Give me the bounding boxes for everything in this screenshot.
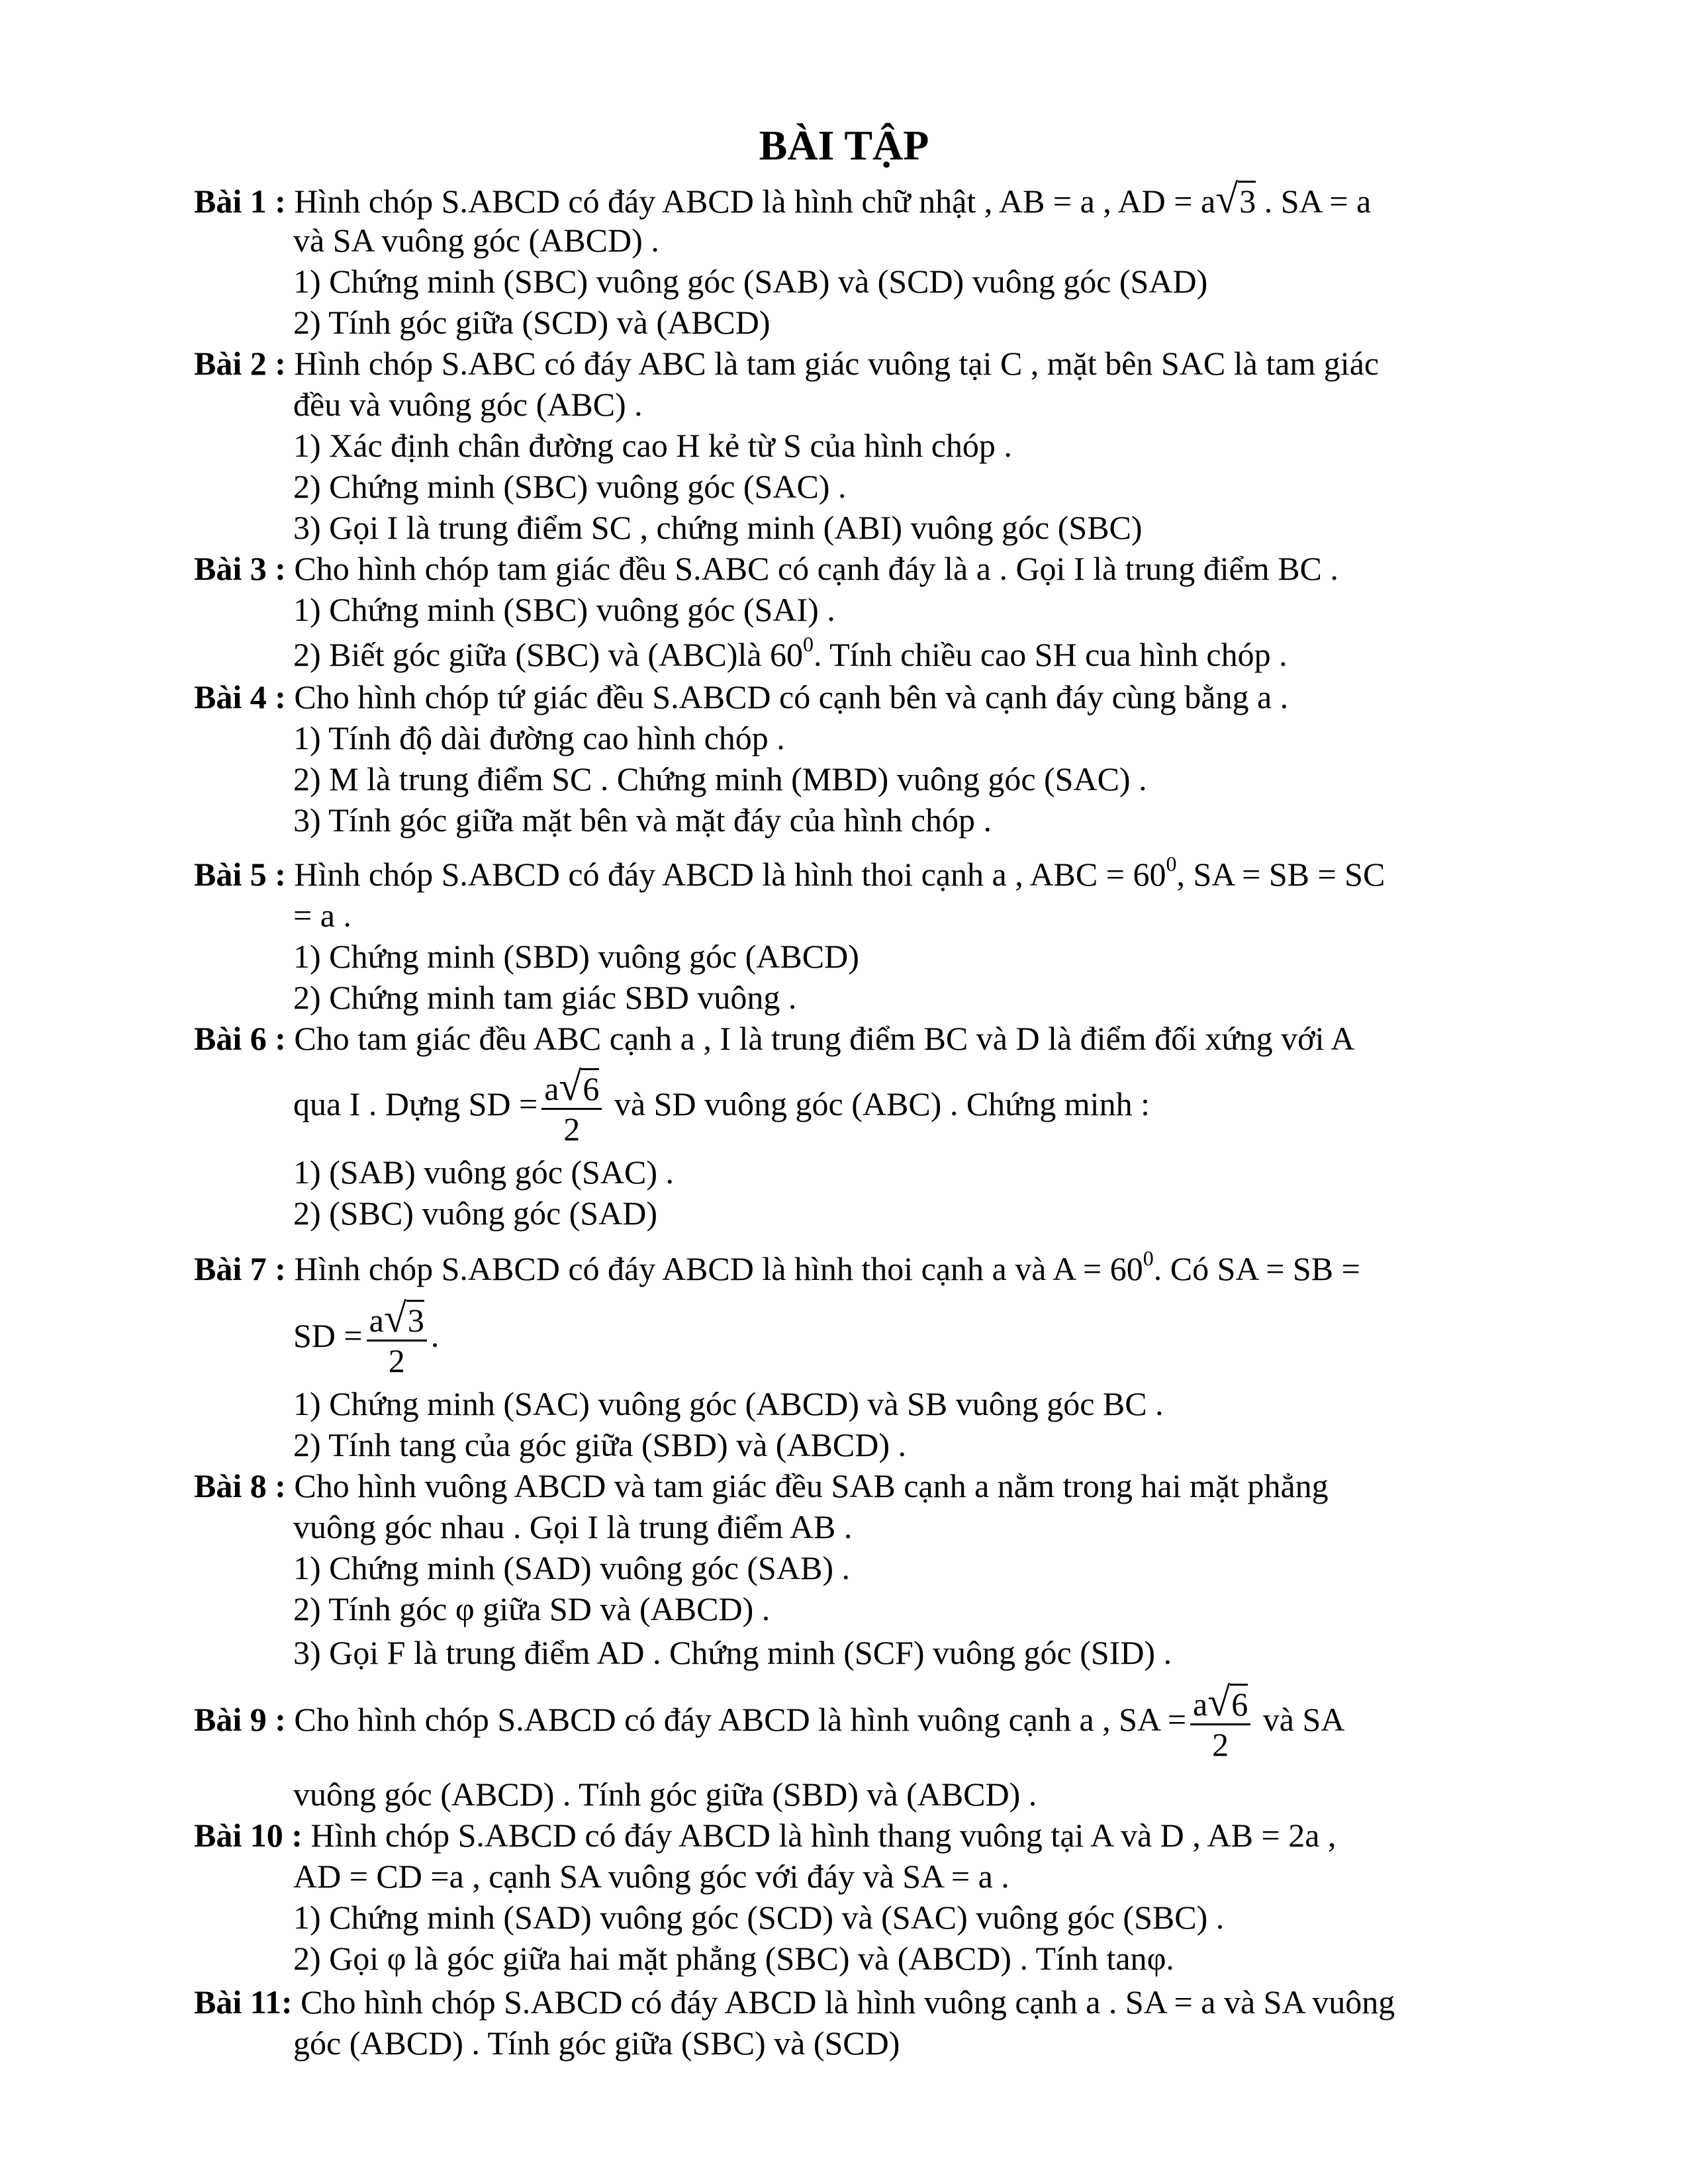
math-abc-60: ABC = $60^0$ [1029, 852, 1177, 893]
math-phi: φ [455, 1590, 475, 1627]
math-phi: φ [1147, 1940, 1166, 1977]
exercise-6-label: Bài 6 : [194, 1020, 286, 1057]
exercise-9-line-1: Bài 9 : Cho hình chóp S.ABCD có đáy ABCD là hình vuông cạnh a , SA = $\frac{a√6}{2}$ và SA [194, 1679, 1345, 1763]
exercise-1-label: Bài 1 : [194, 183, 286, 220]
exercise-8-label: Bài 8 : [194, 1467, 286, 1504]
exercise-8-line-1 [194, 1465, 1329, 1506]
exercise-1-line-1 [194, 179, 1371, 222]
exercise-2-question-3: 3) Gọi I là trung điểm SC , chứng minh (ABI) vuông góc (SBC) [293, 509, 1143, 546]
exercise-6-question-2: 2) (SBC) vuông góc (SAD) [293, 1195, 657, 1232]
exercise-10-question-1: 1) Chứng minh (SAD) vuông góc (SCD) và (SAC) vuông góc (SBC) . [293, 1899, 1225, 1936]
exercise-2-text: Hình chóp S.ABC có đáy ABC là tam giác vuông tại C , mặt bên SAC là tam giác [294, 345, 1380, 382]
exercise-3-text: Cho hình chóp tam giác đều S.ABC có cạnh đáy là a . Gọi I là trung điểm BC . [294, 550, 1338, 587]
exercise-7-text: Hình chóp S.ABCD có đáy ABCD là hình thoi cạnh a và [294, 1250, 1047, 1287]
exercise-10-text: Hình chóp S.ABCD có đáy ABCD là hình thang vuông tại A và D , AB = 2a , [310, 1817, 1336, 1854]
exercise-1-question-2: 2) Tính góc giữa (SCD) và (ABCD) [293, 304, 771, 341]
exercise-3-question-2: 2) Biết góc giữa (SBC) và (ABC)là $60^0$. Tính chiều cao SH cua hình chóp . [293, 632, 1288, 673]
math-fraction-a-sqrt3-over-2: $\frac{a√3}{2}$ [367, 1299, 427, 1380]
exercise-6-text: Cho tam giác đều ABC cạnh a , I là trung điểm BC và D là điểm đối xứng với A [294, 1020, 1355, 1057]
exercise-5-text: Hình chóp S.ABCD có đáy ABCD là hình thoi cạnh a , [294, 856, 1023, 893]
page-title: BÀI TẬP [759, 122, 929, 169]
exercise-4-question-2: 2) M là trung điểm SC . Chứng minh (MBD) vuông góc (SAC) . [293, 760, 1147, 797]
exercise-4-text: Cho hình chóp tứ giác đều S.ABCD có cạnh bên và cạnh đáy cùng bằng a . [294, 678, 1289, 715]
exercise-3-question-1: 1) Chứng minh (SBC) vuông góc (SAI) . [293, 591, 835, 628]
exercise-11-label: Bài 11: [194, 1983, 293, 2021]
exercise-1-text-end: . SA = a [1264, 183, 1372, 220]
exercise-7-line-2: SD = $\frac{a√3}{2}$ . [293, 1295, 440, 1379]
exercise-8-text: Cho hình vuông ABCD và tam giác đều SAB cạnh a nằm trong hai mặt phẳng [294, 1467, 1329, 1504]
exercise-11-line-1 [194, 1981, 1395, 2023]
exercise-7-line-1: Bài 7 : Hình chóp S.ABCD có đáy ABCD là hình thoi cạnh a và $A = 60^0$. Có SA = SB = [194, 1246, 1360, 1287]
exercise-4-question-1: 1) Tính độ dài đường cao hình chóp . [293, 719, 785, 756]
exercise-7-label: Bài 7 : [194, 1250, 286, 1287]
exercise-5-line-1: Bài 5 : Hình chóp S.ABCD có đáy ABCD là hình thoi cạnh a , ABC = $60^0$, SA = SB = SC [194, 852, 1385, 893]
exercise-5-question-1: 1) Chứng minh (SBD) vuông góc (ABCD) [293, 938, 859, 975]
exercise-2-line-1 [194, 343, 1379, 384]
exercise-1-question-1: 1) Chứng minh (SBC) vuông góc (SAB) và (SCD) vuông góc (SAD) [293, 263, 1208, 300]
exercise-4-line-1 [194, 676, 1288, 717]
exercise-3-line-1 [194, 548, 1338, 589]
math-60-degrees: $60^0$ [770, 632, 814, 673]
exercise-5-question-2: 2) Chứng minh tam giác SBD vuông . [293, 979, 797, 1016]
math-a-60: $A = 60^0$ [1053, 1246, 1154, 1287]
exercise-7-question-1: 1) Chứng minh (SAC) vuông góc (ABCD) và SB vuông góc BC . [293, 1385, 1164, 1422]
exercise-7-question-2: 2) Tính tang của góc giữa (SBD) và (ABCD) . [293, 1426, 907, 1463]
math-fraction-a-sqrt6-over-2: $\frac{a√6}{2}$ [1190, 1683, 1250, 1764]
exercise-8-line-2: vuông góc nhau . Gọi I là trung điểm AB . [293, 1508, 853, 1545]
exercise-8-question-2: 2) Tính góc φ giữa SD và (ABCD) . [293, 1590, 771, 1627]
math-a-sqrt3: a√3 [1200, 177, 1256, 222]
exercise-9-label: Bài 9 : [194, 1701, 286, 1738]
exercise-1-text: Hình chóp S.ABCD có đáy ABCD là hình chữ nhật , AB = a , AD = [294, 183, 1193, 220]
exercise-9-text: Cho hình chóp S.ABCD có đáy ABCD là hình vuông cạnh a , [294, 1701, 1111, 1738]
math-phi: φ [387, 1940, 406, 1977]
exercise-8-question-3: 3) Gọi F là trung điểm AD . Chứng minh (SCF) vuông góc (SID) . [293, 1634, 1172, 1671]
exercise-8-question-1: 1) Chứng minh (SAD) vuông góc (SAB) . [293, 1549, 850, 1586]
exercise-11-text: Cho hình chóp S.ABCD có đáy ABCD là hình vuông cạnh a . SA = a và SA vuông [301, 1983, 1395, 2021]
exercise-10-line-1 [194, 1815, 1336, 1856]
exercise-11-line-2: góc (ABCD) . Tính góc giữa (SBC) và (SCD) [293, 2025, 900, 2062]
exercise-3-label: Bài 3 : [194, 550, 286, 587]
exercise-4-question-3: 3) Tính góc giữa mặt bên và mặt đáy của hình chóp . [293, 801, 992, 839]
exercise-5-label: Bài 5 : [194, 856, 286, 893]
exercise-2-question-1: 1) Xác định chân đường cao H kẻ từ S của hình chóp . [293, 427, 1012, 464]
exercise-5-line-2: = a . [293, 897, 352, 934]
exercise-10-question-2: 2) Gọi φ là góc giữa hai mặt phẳng (SBC) và (ABCD) . Tính tanφ. [293, 1940, 1174, 1977]
exercise-6-line-1 [194, 1018, 1354, 1059]
exercise-10-line-2: AD = CD =a , cạnh SA vuông góc với đáy và SA = a . [293, 1858, 1009, 1895]
exercise-2-label: Bài 2 : [194, 345, 286, 382]
exercise-4-label: Bài 4 : [194, 678, 286, 715]
exercise-2-question-2: 2) Chứng minh (SBC) vuông góc (SAC) . [293, 468, 847, 505]
exercise-2-line-2: đều và vuông góc (ABC) . [293, 386, 643, 423]
math-fraction-a-sqrt6-over-2: $\frac{a√6}{2}$ [541, 1068, 602, 1148]
exercise-6-line-2: qua I . Dựng SD = $\frac{a√6}{2}$ và SD vuông góc (ABC) . Chứng minh : [293, 1064, 1150, 1148]
exercise-10-label: Bài 10 : [194, 1817, 303, 1854]
exercise-6-question-1: 1) (SAB) vuông góc (SAC) . [293, 1154, 674, 1191]
exercise-9-line-2: vuông góc (ABCD) . Tính góc giữa (SBD) và (ABCD) . [293, 1776, 1037, 1813]
exercise-1-line-2: và SA vuông góc (ABCD) . [293, 222, 659, 259]
